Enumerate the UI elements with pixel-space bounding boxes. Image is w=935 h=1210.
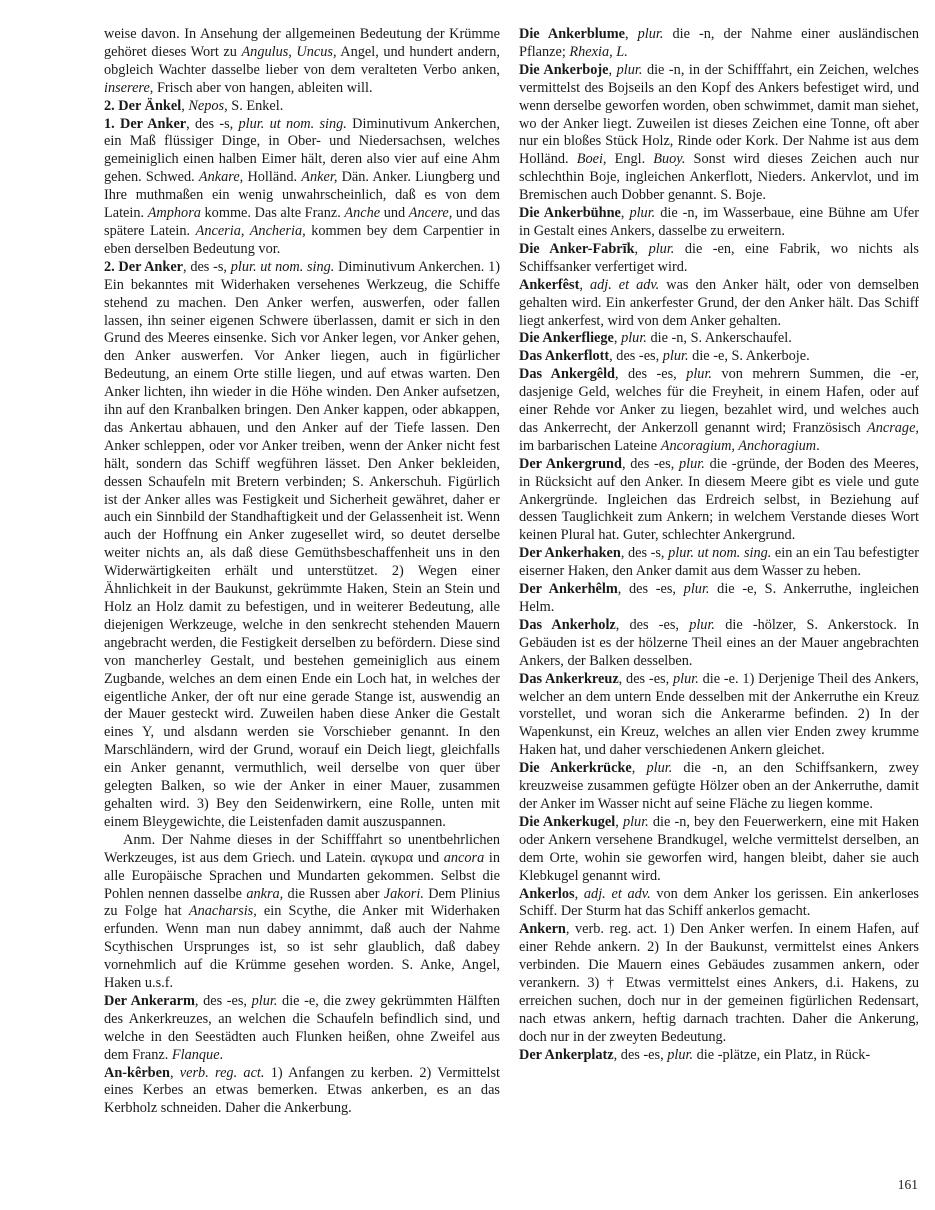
entry-ankerblume: Die Ankerblume, plur. die -n, der Nahme einer ausländischen Pflanze; Rhexia, L. [519,26,919,60]
entry-ankerkreuz: Das Ankerkreuz, des -es, plur. die -e. 1) Derjenige Theil des Ankers, welcher an dem untern Ende desselben mit der Ankerruthe ein Kreuz vorstellet, und woran sich die Ankerarme befinden. 2) In der Wapenkunst, ein Kreuz, welches an allen vier Enden zwey krumme Haken hat, und daher verschiedenen Ankern gleichet. [519,670,919,759]
entry-ankerplatz: Der Ankerplatz, des -es, plur. die -plätze, ein Platz, in Rück- [519,1046,871,1063]
entry-anker-1: 1. Der Anker, des -s, plur. ut nom. sing. Diminutivum Ankerchen, ein Maß flüssiger Dinge, in Ober- und Niedersachsen, welches gemeiniglich einen halben Eimer hält, deren also vier auf eine Ahm gehen. Schwed. Ankare, Holländ. Anker, Dän. Anker. Liungberg und Ihre muthmaßen ein wenig unwahrscheinlich, daß es von dem Latein. Amphora komme. Das alte Franz. Anche und Ancere, und das spätere Latein. Anceria, Ancheria, kommen bey dem Carpentier in eben derselben Bedeutung vor. [104,115,501,257]
left-column [104,26,500,1118]
entry-ankerkruecke: Die Ankerkrücke, plur. die -n, an den Schiffsankern, zwey kreuzweise zusammen gefügte Hölzer oben an der Ankerruthe, damit der Anker im Wasser nicht auf seine Fläche zu liegen komme. [519,760,919,812]
para-anke-continuation: weise davon. In Ansehung der allgemeinen Bedeutung der Krümme gehöret dieses Wort zu Angulus, Uncus, Angel, und hundert andern, obgleich Wachter dasselbe lieber von dem veralteten Verbo anken, inserere, Frisch aber von hangen, ableiten will. [104,26,500,96]
entry-anker-2: 2. Der Anker, des -s, plur. ut nom. sing. Diminutivum Ankerchen. 1) Ein bekanntes mit Widerhaken versehenes Werkzeug, die Schiffe stehend zu machen. Den Anker werfen, auswerfen, oder fallen lassen, ihn seiner eigenen Schwere überlassen, damit er sich in den Grund des Meeres einsenke. Sich vor Anker legen, vor Anker gehen, den Anker auswerfen. Vor Anker liegen, auch in figürlicher Bedeutung, an einem Orte stille liegen, und auf etwas warten. Den Anker lichten, ihn wieder in die Höhe winden. Den Anker aufsetzen, ihn auf den Kranbalken bringen. Den Anker kappen, oder abkappen, das Ankertau abhauen, und den Anker auf der Tiefe lassen. Den Anker schleppen, oder vor Anker treiben, wenn der Anker nicht fest hält, sondern das Schiff wegführen lässet. Den Anker bekleiden, dessen Schaufeln mit Bretern verbinden; S. Ankerschuh. Figürlich ist der Anker alles was Festigkeit und Sicherheit gewähret, daher er auch ein Sinnbild der Standhaftigkeit und der Gelassenheit ist. Wenn auch der Hoffnung ein Anker zugesellet wird, so deutet derselbe weiter nichts an, als daß diese Gemüthsbeschaffenheit uns in den Widerwärtigkeiten erhält und unterstützet. 2) Wegen einer Ähnlichkeit in der Baukunst, gekrümmte Haken, Stein an Stein und Holz an Holz damit zu befestigen, und in weiterer Bedeutung, alle diejenigen Werkzeuge, welche in den senkrecht stehenden Mauern angebracht werden, die Festigkeit derselben zu befördern. Diese sind von mancherley Gestalt, und bestehen gemeiniglich aus einem Zugbande, welches an dem einen Ende ein Loch hat, in welches der eigentliche Anker, der oft nur eine gerade Stange ist, auswendig an der Mauer gesteckt wird. Zuweilen haben diese Anker die Gestalt eines Y, und alsdann werden sie Vorschieber genannt. In den Marschländern, wird der Grund, worauf ein Deich liegt, gleichfalls ein Anker genannt, vermuthlich, weil derselbe von quer über gelegten Balken, so wie der Anker in einer Mauer, zusammen gehalten wird. 3) Bey den Seidenwirkern, eine Rolle, unten mit einem Bleygewichte, die Leistenfaden damit auszuspannen. [104,258,500,830]
entry-ankerlos: Ankerlos, adj. et adv. von dem Anker los gerissen. Ein ankerloses Schiff. Der Sturm hat das Schiff ankerlos gemacht. [519,885,920,920]
entry-aenkel: 2. Der Änkel, Nepos, S. Enkel. [104,97,284,114]
entry-anker-fabrik: Die Anker-Fabrīk, plur. die -en, eine Fabrik, wo nichts als Schiffsanker verfertiget wird. [519,240,919,275]
entry-ankerkugel: Die Ankerkugel, plur. die -n, bey den Feuerwerkern, eine mit Haken oder Ankern versehene Brandkugel, welche vermittelst derselben, an dem Orte, wohin sie geworfen wird, hangen bleibt, daher sie auch Klebkugel genannt wird. [519,813,919,884]
entry-ankerhaken: Der Ankerhaken, des -s, plur. ut nom. sing. ein an ein Tau befestigter eiserner Haken, den Anker damit aus dem Wasser zu heben. [519,545,919,580]
entry-ankerholz: Das Ankerholz, des -es, plur. die -hölzer, S. Ankerstock. In Gebäuden ist es der hölzerne Theil eines an der Mauer angebrachten Ankers, der Balken desselben. [519,616,919,669]
entry-ankerarm: Der Ankerarm, des -es, plur. die -e, die zwey gekrümmten Hälften des Ankerkreuzes, an welchen die Schaufeln befindlich sind, und welche in den Seestädten auch Flunken heißen, ohne Zweifel aus dem Franz. Flanque. [104,992,500,1063]
right-column [519,26,919,1065]
entry-ankerfliege: Die Ankerfliege, plur. die -n, S. Ankerschaufel. [519,330,792,347]
entry-ankerhelm: Der Ankerhêlm, des -es, plur. die -e, S. Ankerruthe, ingleichen Helm. [519,581,920,615]
entry-ankergeld: Das Ankergêld, des -es, plur. von mehrern Summen, die -er, dasjenige Geld, welches für die Freyheit, in einem Hafen, oder auf einer Rehde vor Anker zu liegen, bezahlet wird, und welches auch das Ankerrecht, der Ankerzoll genannt wird; Französisch Ancrage, im barbarischen Lateine Ancoragium, Anchoragium. [519,366,919,454]
entry-ankergrund: Der Ankergrund, des -es, plur. die -gründe, der Boden des Meeres, in Rücksicht auf den Anker. In diesem Meere gibt es viele und gute Ankergründe. Ingleichen das Erdreich selbst, in Beziehung auf dessen Tauglichkeit zum Ankern; in welchem Verstande dieses Wort keinen Plural hat. Guter, schlechter Ankergrund. [519,455,919,544]
entry-ankerboje: Die Ankerboje, plur. die -n, in der Schifffahrt, ein Zeichen, welches vermittelst des Bojseils an den Kopf des Ankers befestiget wird, und wenn derselbe geworfen worden, oben schwimmet, damit man siehet, wo der Anker liegt. Zuweilen ist dieses Zeichen eine Tonne, oft aber nur ein bloßes Stück Holz, Rinde oder Kork. Der Nahme ist aus dem Holländ. Boei, Engl. Buoy. Sonst wird dieses Zeichen auch nur schlechthin Boje, ingleichen Ankerflott, Nieders. Ankervlot, und im Bremischen auch Dobber genannt. S. Boje. [519,61,919,204]
entry-ankerben: An-kêrben, verb. reg. act. 1) Anfangen zu kerben. 2) Vermittelst eines Kerbes an etwas bemerken. Etwas ankerben, es an das Kerbholz schneiden. Daher die Ankerbung. [104,1064,500,1117]
page-number: 161 [897,1177,918,1192]
para-anmerkung: Anm. Der Nahme dieses in der Schifffahrt so unentbehrlichen Werkzeuges, ist aus dem Griech. und Latein. αγκυρα und ancora in alle Europäische Sprachen und Mundarten gekommen. Selbst die Pohlen nennen dasselbe ankra, die Russen aber Jakori. Dem Plinius zu Folge hat Anacharsis, ein Scythe, die Anker mit Widerhaken erfunden. Wenn man nun dabey annimmt, daß auch der Nahme Scythischen Ursprunges ist, so ist sehr glaublich, daß dabey vornehmlich auf die Krümme gesehen worden. S. Anke, Angel, Haken u.s.f. [104,831,501,992]
entry-ankerbuehne: Die Ankerbühne, plur. die -n, im Wasserbaue, eine Bühne am Ufer in Gestalt eines Ankers, dasselbe zu erweitern. [519,205,920,239]
entry-ankerflott: Das Ankerflott, des -es, plur. die -e, S. Ankerboje. [519,348,810,365]
entry-ankern: Ankern, verb. reg. act. 1) Den Anker werfen. In einem Hafen, auf einer Rehde ankern. 2) In der Baukunst, vermittelst eines Ankers verbinden. Die Mauern eines Gebäudes zusammen ankern, oder verankern. 3) † Etwas vermittelst eines Ankers, d.i. Hakens, zu erreichen suchen, doch nur in der gemeinen figürlichen Redensart, nach etwas ankern, heftig darnach trachten. Daher die Ankerung, doch nur in der zweyten Bedeutung. [519,921,919,1045]
entry-ankerfest: Ankerfêst, adj. et adv. was den Anker hält, oder von demselben gehalten wird. Ein ankerfester Grund, der den Anker hält. Das Schiff liegt ankerfest, wird von dem Anker gehalten. [519,276,920,329]
